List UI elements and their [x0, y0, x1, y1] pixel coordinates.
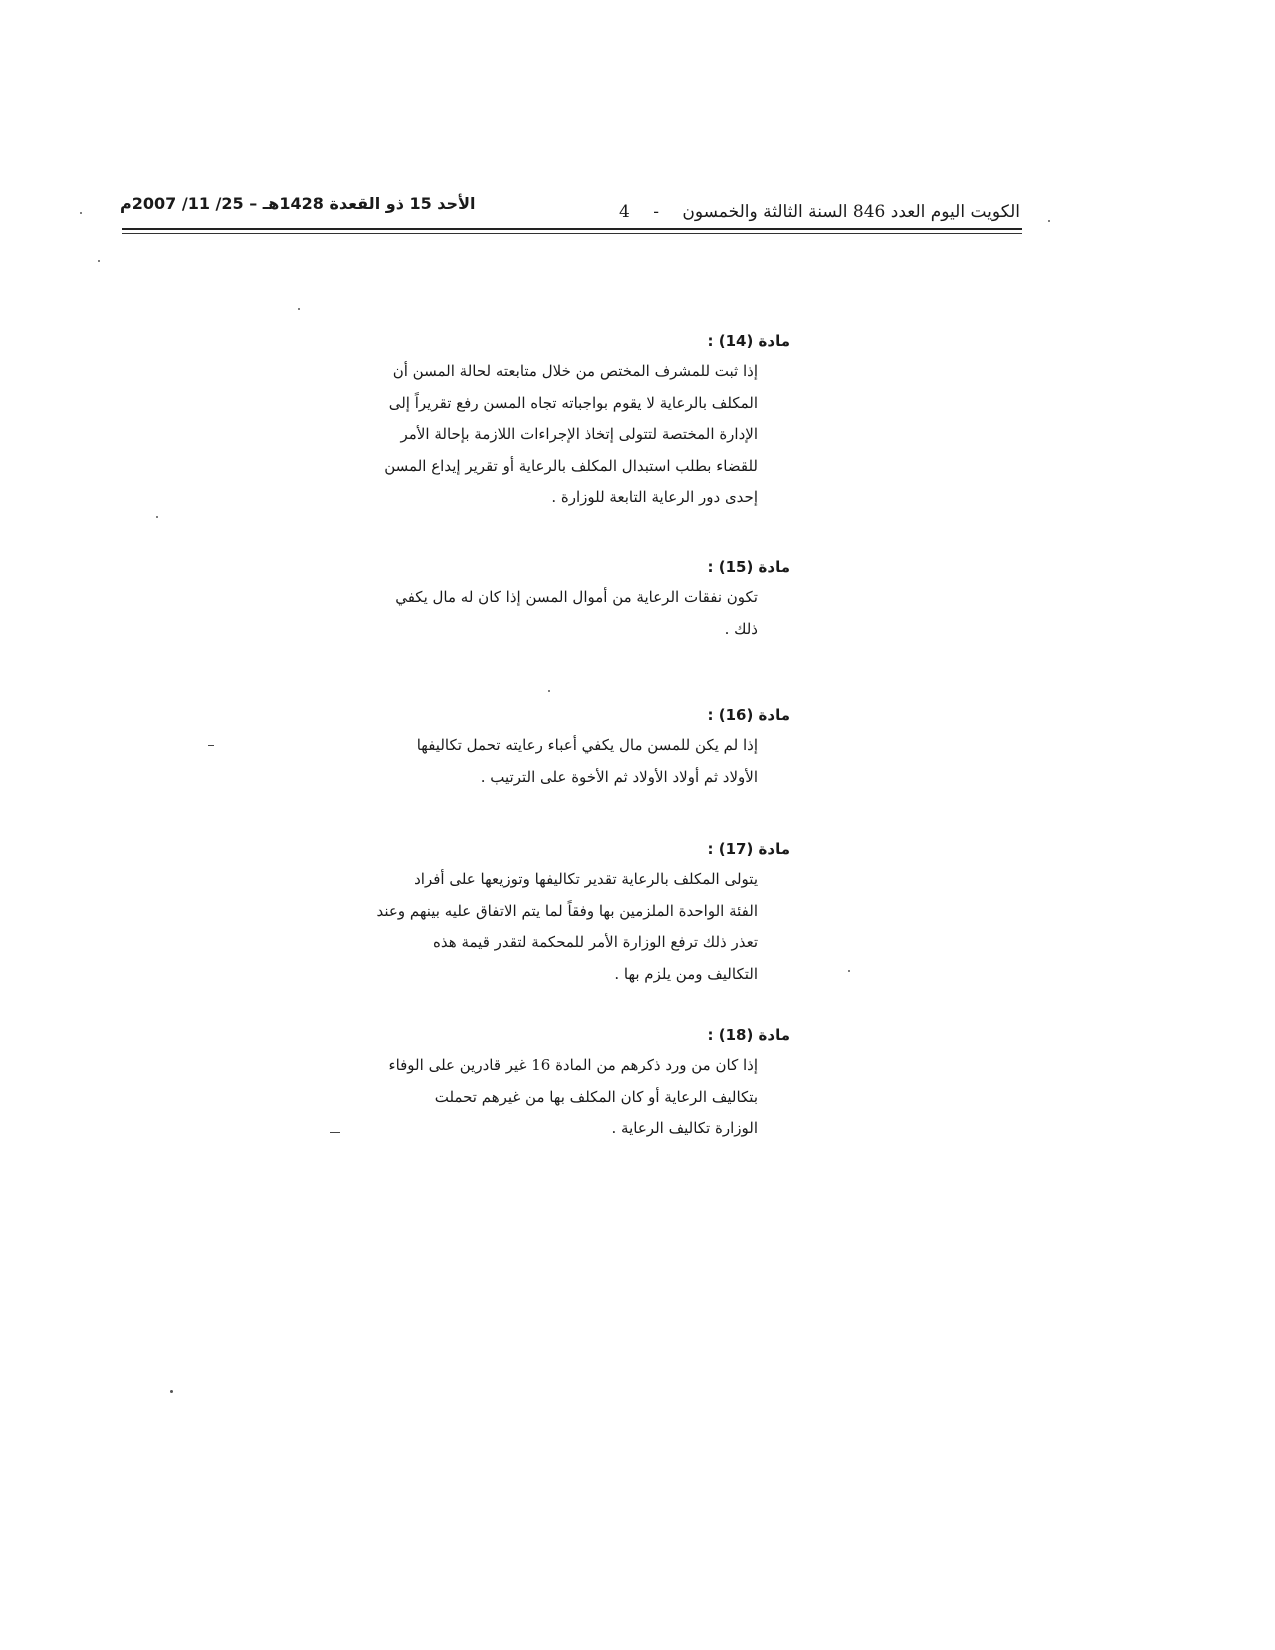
header-page-number: 4 [618, 202, 630, 222]
header-date: الأحد 15 ذو القعدة 1428هـ – 25/ 11/ 2007م [120, 194, 476, 213]
article-title: مادة (14) : [707, 332, 790, 350]
article-line: التكاليف ومن يلزم بها . [614, 964, 758, 983]
article-title: مادة (15) : [707, 558, 790, 576]
article-line: بتكاليف الرعاية أو كان المكلف بها من غيرهم تحملت [434, 1087, 758, 1106]
article-line: الأولاد ثم أولاد الأولاد ثم الأخوة على الترتيب . [480, 767, 758, 786]
header-rule-thin [122, 233, 1022, 234]
article-line: ذلك . [724, 619, 758, 638]
article-line: الإدارة المختصة لتتولى إتخاذ الإجراءات اللازمة بإحالة الأمر [400, 425, 758, 443]
scan-speck [98, 260, 100, 262]
article-line: إحدى دور الرعاية التابعة للوزارة . [551, 488, 758, 506]
article-title: مادة (18) : [707, 1026, 790, 1044]
article-18 [370, 1024, 790, 1145]
article-body [370, 1050, 790, 1145]
article-line: الفئة الواحدة الملزمين بها وفقاً لما يتم الاتفاق عليه بينهم وعند [376, 901, 758, 920]
header-rule-thick [122, 228, 1022, 230]
article-line: إذا كان من ورد ذكرهم من المادة 16 غير قادرين على الوفاء [388, 1056, 758, 1074]
article-line: إذا لم يكن للمسن مال يكفي أعباء رعايته تحمل تكاليفها [416, 736, 758, 754]
article-title: مادة (17) : [707, 840, 790, 858]
page-header [120, 190, 1020, 230]
article-line: الوزارة تكاليف الرعاية . [611, 1119, 758, 1137]
article-body [370, 730, 790, 793]
scan-dash [330, 1132, 340, 1133]
article-line: تعذر ذلك ترفع الوزارة الأمر للمحكمة لتقدر قيمة هذه [433, 933, 758, 951]
header-separator: - [653, 202, 659, 222]
article-16 [370, 704, 790, 793]
header-publication-info [619, 202, 1020, 222]
article-14 [370, 330, 790, 514]
scan-speck [80, 212, 82, 214]
article-line: تكون نفقات الرعاية من أموال المسن إذا كان له مال يكفي [395, 588, 758, 606]
scan-speck [848, 970, 850, 972]
article-line: إذا ثبت للمشرف المختص من خلال متابعته لحالة المسن أن [392, 362, 758, 380]
scan-speck [298, 308, 300, 310]
header-publication-title: الكويت اليوم العدد 846 السنة الثالثة والخمسون [682, 202, 1020, 222]
scan-speck [548, 690, 550, 692]
scan-speck [170, 1390, 173, 1393]
scan-speck [156, 516, 158, 518]
article-15 [370, 556, 790, 645]
article-line: يتولى المكلف بالرعاية تقدير تكاليفها وتوزيعها على أفراد [414, 870, 758, 888]
article-17 [370, 838, 790, 990]
article-body [370, 582, 790, 645]
scan-speck [1048, 220, 1050, 222]
article-line: للقضاء بطلب استبدال المكلف بالرعاية أو تقرير إيداع المسن [384, 456, 758, 475]
article-body [370, 356, 790, 514]
article-line: المكلف بالرعاية لا يقوم بواجباته تجاه المسن رفع تقريراً إلى [388, 393, 758, 412]
article-title: مادة (16) : [707, 706, 790, 724]
article-body [370, 864, 790, 990]
scan-dash [208, 745, 214, 746]
